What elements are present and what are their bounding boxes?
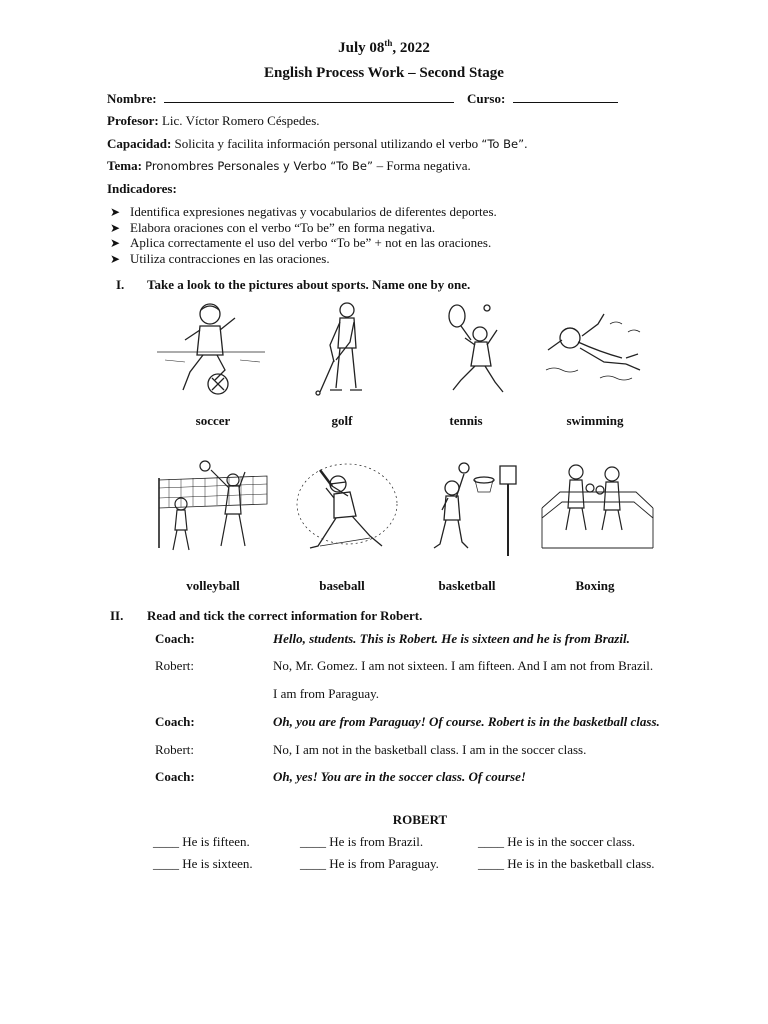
nombre-row [107,91,454,107]
soccer-picture [155,300,270,400]
dialogue-speaker: Coach: [155,769,195,784]
curso-label: Curso: [467,91,506,106]
tick-option[interactable]: ____ He is from Brazil. [300,834,424,849]
indicator-item: Identifica expresiones negativas y vocabularios de diferentes deportes. [130,204,497,219]
nombre-label: Nombre: [107,91,157,106]
date-year: , 2022 [392,40,430,56]
nombre-field[interactable] [164,101,454,103]
section-2-number: II. [110,608,124,623]
profesor-label: Profesor: [107,113,159,128]
capacidad-row [107,136,528,152]
dialogue-speaker: Coach: [155,631,195,646]
curso-row [467,91,618,107]
tick-option[interactable]: ____ He is fifteen. [153,834,250,849]
dialogue-line: Oh, yes! You are in the soccer class. Of course! [273,769,526,784]
tema-label: Tema: [107,158,142,173]
indicadores-label: Indicadores: [107,181,177,196]
sport-label: swimming [566,413,624,428]
capacidad-value-b: “To Be”. [481,137,528,151]
sport-label: baseball [319,578,365,593]
tema-value-b: – Forma negativa. [376,158,471,173]
profesor-value: Lic. Víctor Romero Céspedes. [161,113,320,128]
dialogue-speaker: Coach: [155,714,195,729]
section-1-number: I. [116,277,125,292]
dialogue-speaker: Robert: [155,742,194,757]
tick-option[interactable]: ____ He is in the soccer class. [478,834,636,849]
bullet-arrow-icon: ➤ [110,205,121,219]
boxing-picture [540,458,655,558]
capacidad-value-a: Solicita y facilita información personal utilizando el verbo [174,136,482,151]
bullet-arrow-icon: ➤ [110,252,121,266]
date-line [0,38,768,57]
dialogue-line: No, Mr. Gomez. I am not sixteen. I am fifteen. And I am not from Brazil. [273,658,654,673]
tema-value-a: Pronombres Personales y Verbo “To Be” [145,159,377,173]
tick-option[interactable]: ____ He is in the basketball class. [478,856,655,871]
curso-field[interactable] [513,101,618,103]
tick-option[interactable]: ____ He is sixteen. [153,856,253,871]
basketball-picture [412,458,527,558]
dialogue-line: Hello, students. This is Robert. He is sixteen and he is from Brazil. [273,631,630,646]
robert-heading: ROBERT [392,812,448,827]
sport-label: soccer [195,413,231,428]
indicator-item: Aplica correctamente el uso del verbo “To be” + not en las oraciones. [130,235,492,250]
dialogue-line: No, I am not in the basketball class. I am in the soccer class. [273,742,587,757]
dialogue-speaker: Robert: [155,658,194,673]
swimming-picture [540,300,655,400]
bullet-arrow-icon: ➤ [110,236,121,250]
indicator-item: Elabora oraciones con el verbo “To be” en forma negativa. [130,220,436,235]
indicator-item: Utiliza contracciones en las oraciones. [130,251,330,266]
sport-label: golf [331,413,353,428]
page-title: English Process Work – Second Stage [264,65,504,81]
sport-label: volleyball [186,578,240,593]
date-text: July 08 [338,40,385,56]
section-2-instruction: Read and tick the correct information for Robert. [147,608,423,623]
tema-row [107,158,471,174]
dialogue-line: Oh, you are from Paraguay! Of course. Robert is in the basketball class. [273,714,660,729]
bullet-arrow-icon: ➤ [110,221,121,235]
capacidad-label: Capacidad: [107,136,172,151]
date-suffix: th [384,38,393,48]
baseball-picture [290,458,405,558]
sport-label: tennis [449,413,483,428]
section-1-instruction: Take a look to the pictures about sports. Name one by one. [147,277,471,292]
profesor-row [107,113,320,129]
tick-option[interactable]: ____ He is from Paraguay. [300,856,439,871]
golf-picture [290,300,405,400]
sport-label: basketball [438,578,496,593]
dialogue-line: I am from Paraguay. [273,686,380,701]
sport-label: Boxing [575,578,615,593]
volleyball-picture [155,458,270,558]
tennis-picture [425,300,540,400]
